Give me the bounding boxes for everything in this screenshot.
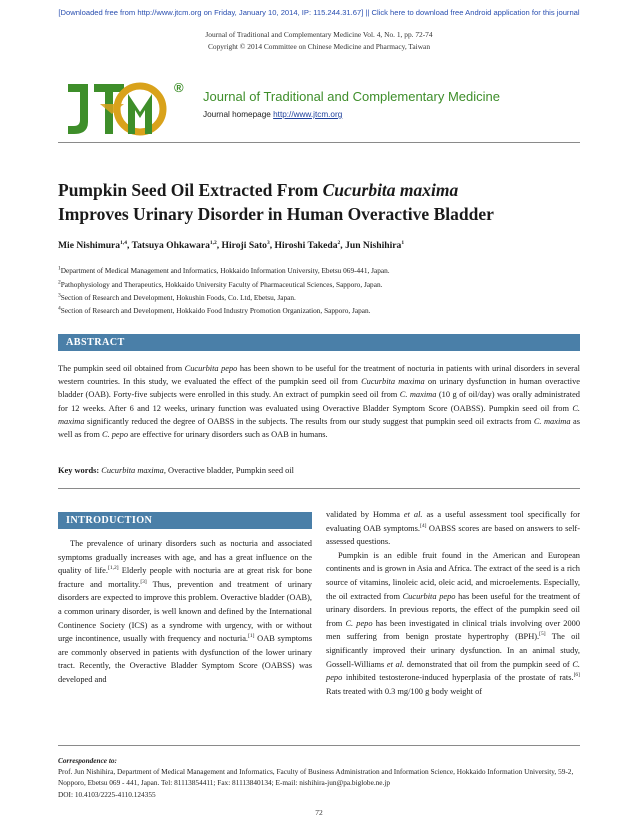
introduction-left-column — [58, 537, 312, 687]
author: Jun Nishihira — [345, 240, 402, 251]
author: Tatsuya Ohkawara — [131, 240, 210, 251]
correspondence-block: Correspondence to: Prof. Jun Nishihira, Department of Medical Management and Informatics, Faculty of Business Administration and Information Science, Hokkaido Information University, 59-2, Nopporo, Ebetsu 069 - 441, Japan. Tel: 81113854411; Fax: 81113840134; E-mail: nishihira-jun@pa.biglobe.ne.jp — [58, 756, 574, 787]
affiliation: $^3$Section of Research and Development, Hokushin Foods, Co. Ltd, Ebetsu, Japan. — [58, 292, 296, 302]
author: Hiroji Sato — [221, 240, 267, 251]
doi: DOI: 10.4103/2225-4110.124355 — [58, 790, 156, 799]
journal-volume-info: Journal of Traditional and Complementary Medicine Vol. 4, No. 1, pp. 72-74 — [205, 30, 433, 39]
affiliation: $^4$Section of Research and Development, Hokkaido Food Industry Promotion Organization, Sapporo, Japan. — [58, 305, 371, 315]
copyright-line: Copyright © 2014 Committee on Chinese Medicine and Pharmacy, Taiwan — [207, 42, 431, 51]
affiliation: $^1$Department of Medical Management and Informatics, Hokkaido Information University, Ebetsu 069-441, Japan. — [58, 265, 390, 275]
abstract-heading: ABSTRACT — [58, 334, 580, 351]
download-banner-link[interactable]: [Downloaded free from http://www.jtcm.org on Friday, January 10, 2014, IP: 115.244.31.67] || Click here to download free Android application for this journal — [58, 8, 580, 17]
jtcm-logo — [60, 76, 192, 140]
paragraph: Pumpkin is an edible fruit found in the American and European continents and is grown in Asia and Africa. The extract of the seed is a rich source of vitamins, linoleic acid, oleic acid, and microelements. Especially, the oil extracted from Cucurbita pepo has been useful for the treatment of urinary disorders. In previous reports, the effect of the pumpkin seed oil from C. pepo has been investigated in clinical trials involving over 2000 men suffering from benign prostate hypertrophy (BPH).[5] The oil significantly improved their urinary dysfunction. In an animal study, Gossell-Williams et al. demonstrated that oil from the pumpkin seed of C. pepo inhibited testosterone-induced hyperplasia of the prostate of rats.[6] Rats treated with 0.3 mg/100 g body weight of — [326, 550, 581, 696]
affiliation: $^2$Pathophysiology and Therapeutics, Hokkaido University Faculty of Pharmaceutical Sciences, Sapporo, Japan. — [58, 279, 383, 289]
introduction-heading: INTRODUCTION — [58, 512, 312, 529]
abstract-text: The pumpkin seed oil obtained from Cucurbita pepo has been shown to be useful for the treatment of nocturia in patients with urinal disorders in several western countries. In this study, we evaluated the effect of the pumpkin seed oil from Cucurbita maxima on urinary dysfunction in human overactive bladder (OAB). Forty-five subjects were enrolled in this study. An extract of pumpkin seed oil from C. maxima (10 g of oil/day) was orally administrated for 12 weeks. After 6 and 12 weeks, urinary function was evaluated using Overactive Bladder Symptom Score (OABSS). Pumpkin seed oil from C. maxima significantly reduced the degree of OABSS in the subjects. The results from our study suggest that pumpkin seed oil extracts from C. maxima as well as from C. pepo are effective for urinary disorders such as OAB in humans. — [58, 364, 581, 440]
footer-divider — [58, 745, 580, 746]
article-title: Pumpkin Seed Oil Extracted From Cucurbita maxima Improves Urinary Disorder in Human Overactive Bladder — [58, 180, 494, 224]
introduction-right-column — [326, 508, 580, 698]
journal-title: Journal of Traditional and Complementary Medicine — [203, 89, 500, 104]
paragraph: The prevalence of urinary disorders such as nocturia and associated symptoms gradually increases with age, and has a great influence on the quality of life.[1,2] Elderly people with nocturia are at great risk for bone fracture and mortality.[3] Thus, prevention and treatment of urinary disorders are expected to improve this problem. Overactive bladder (OAB), a common urinary disorder, is well known and defined by the International Continence Society (ICS) as a syndrome with urgency, with or without urge incontinence, usually with frequency and nocturia.[1] OAB symptoms are commonly observed in patients with dysfunction of the lower urinary tract. Recently, the Overactive Bladder Symptom Score (OABSS) was developed and — [58, 539, 312, 684]
author-list: Mie Nishimura$^{1,4}$, Tatsuya Ohkawara$^{1,2}$, Hiroji Sato$^3$, Hiroshi Takeda$^2$, Jun Nishihira$^1$ — [58, 239, 405, 251]
paragraph: validated by Homma et al. as a useful assessment tool specifically for evaluating OAB symptoms.[4] OABSS scores are based on answers to self-assessed questions. — [326, 510, 580, 547]
journal-homepage-link[interactable]: http://www.jtcm.org — [273, 110, 343, 119]
journal-homepage — [203, 110, 342, 119]
correspondence-label: Correspondence to: — [58, 756, 117, 765]
journal-homepage-label: Journal homepage — [203, 110, 271, 119]
keywords: Key words: Cucurbita maxima, Overactive bladder, Pumpkin seed oil — [58, 466, 294, 475]
page-number: 72 — [315, 808, 323, 817]
header-divider — [58, 142, 580, 143]
keywords-divider — [58, 488, 580, 489]
author: Hiroshi Takeda — [274, 240, 338, 251]
keywords-label: Key words: — [58, 466, 100, 475]
author: Mie Nishimura — [58, 240, 121, 251]
registered-mark: ® — [174, 80, 184, 95]
